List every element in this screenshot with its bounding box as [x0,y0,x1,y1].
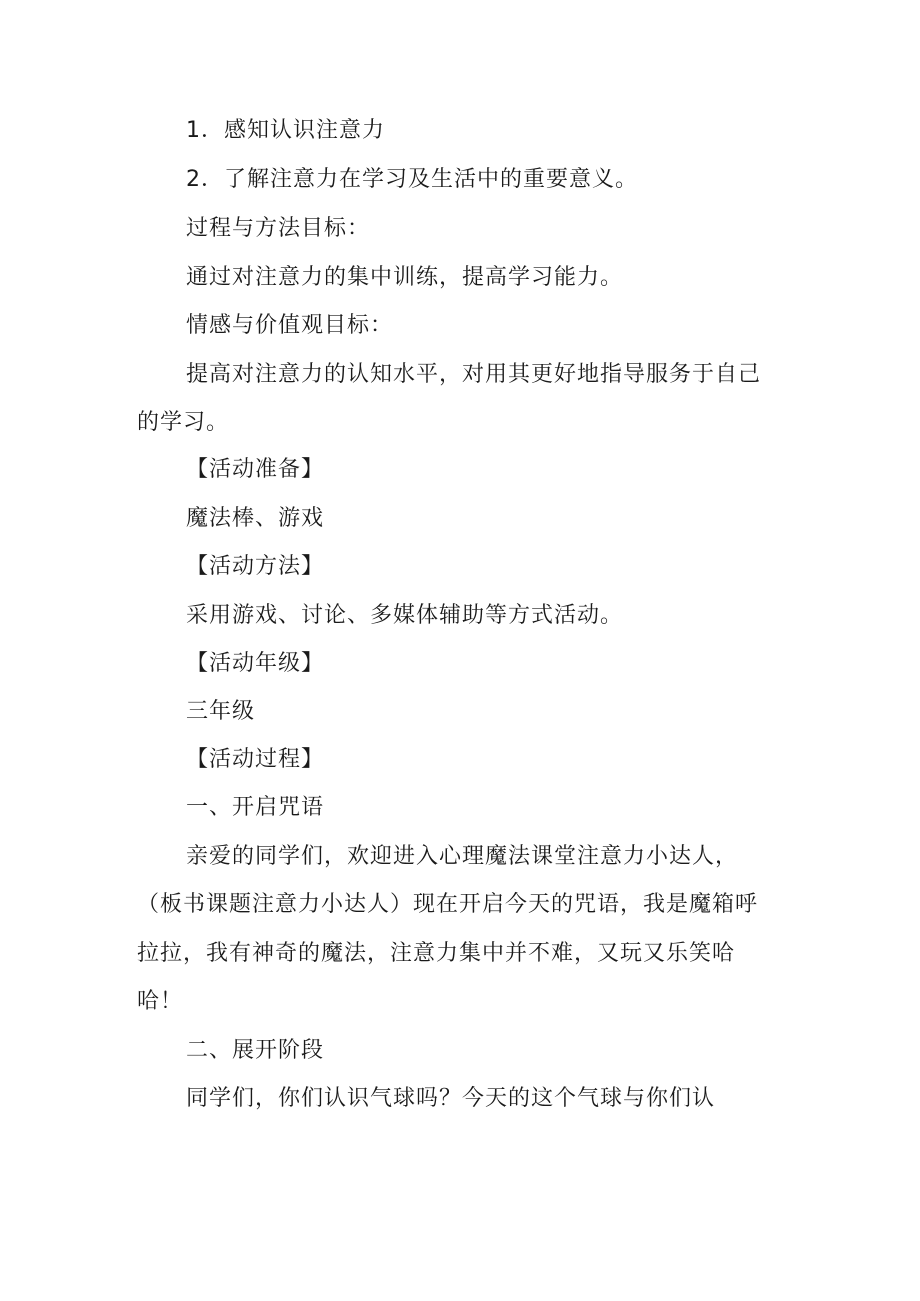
paragraph-activity-method: 采用游戏、讨论、多媒体辅助等方式活动。 [186,603,624,628]
heading-activity-grade: 【活动年级】 [186,651,325,676]
paragraph-activity-grade: 三年级 [186,699,256,724]
paragraph-activity-preparation: 魔法棒、游戏 [186,506,325,531]
objective-item-1: 1．感知认识注意力 [186,118,385,143]
paragraph-open-spell-line-2: （板书课题注意力小达人）现在开启今天的咒语，我是魔箱呼 [137,892,759,917]
heading-activity-process: 【活动过程】 [186,747,325,772]
paragraph-open-spell-line-4: 哈！ [137,989,184,1014]
paragraph-open-spell-line-1: 亲爱的同学们，欢迎进入心理魔法课堂注意力小达人， [186,844,739,869]
paragraph-emotion-values-line-1: 提高对注意力的认知水平，对用其更好地指导服务于自己 [186,362,762,387]
section-heading-emotion-values: 情感与价值观目标： [186,313,394,338]
paragraph-open-spell-line-3: 拉拉，我有神奇的魔法，注意力集中并不难，又玩又乐笑哈 [137,941,736,966]
heading-activity-method: 【活动方法】 [186,554,325,579]
paragraph-emotion-values-line-2: 的学习。 [137,410,230,435]
paragraph-expansion-stage-line-1: 同学们，你们认识气球吗？今天的这个气球与你们认 [186,1086,716,1111]
subheading-open-spell: 一、开启咒语 [186,795,325,820]
section-heading-process-method: 过程与方法目标： [186,216,371,241]
paragraph-process-method: 通过对注意力的集中训练，提高学习能力。 [186,265,624,290]
heading-activity-preparation: 【活动准备】 [186,457,325,482]
objective-item-2: 2．了解注意力在学习及生活中的重要意义。 [186,167,638,192]
subheading-expansion-stage: 二、展开阶段 [186,1038,325,1063]
